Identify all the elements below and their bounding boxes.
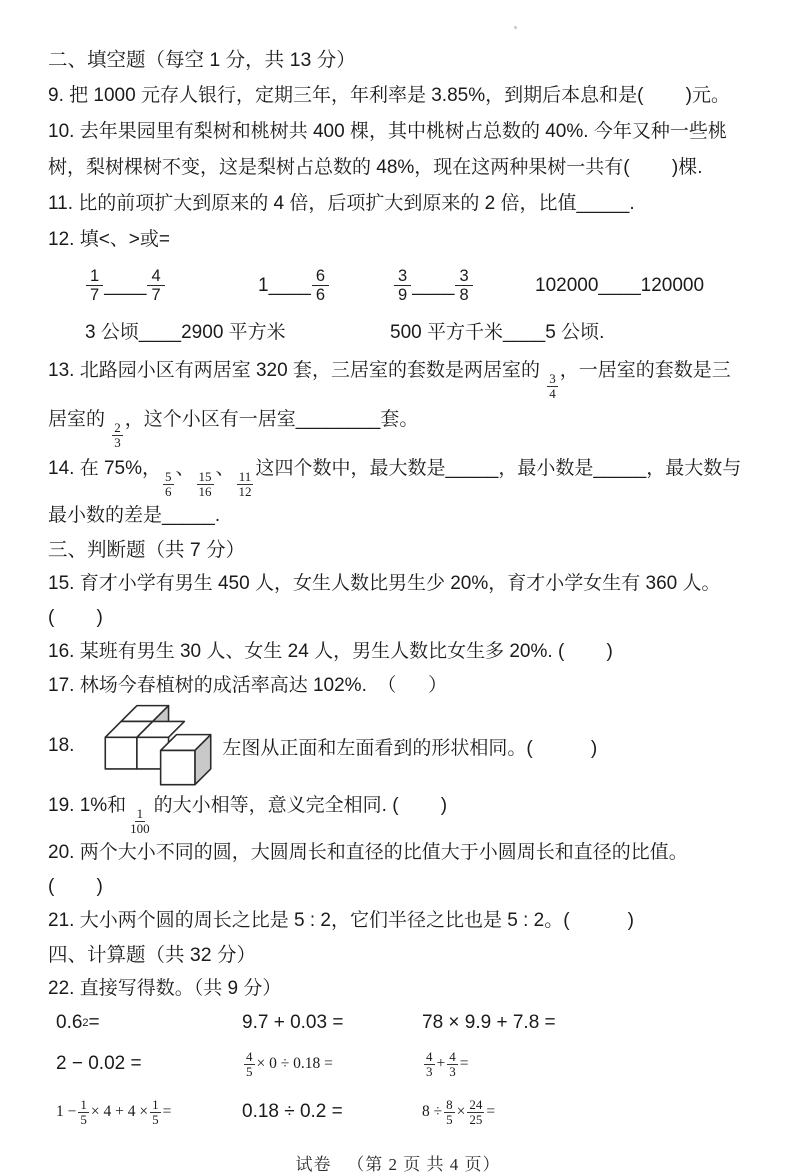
question-20-line1: 20. 两个大小不同的圆，大圆周长和直径的比值大于小圆周长和直径的比值。 [48,842,688,864]
fraction: 4 3 [426,1048,433,1079]
question-9: 9. 把 1000 元存人银行，定期三年，年利率是 3.85%，到期后本息和是( )元。 [48,85,730,106]
compare-item-4: 102000____120000 [535,275,705,296]
calc-item-2: 9.7 + 0.03 = [242,1012,344,1034]
blank: ____ [268,275,311,296]
fraction: $\frac{3}{9}$ [394,267,411,305]
calc-item-7: 1 − $\frac{1}{5}$ × 4 + 4 × $\frac{1}{5}$ = [56,1096,172,1127]
number: 1 [258,275,269,297]
fraction: $\frac{5}{6}$ [165,469,172,500]
fraction: $\frac{24}{25}$ [469,1096,483,1127]
question-22-grid [48,1006,748,1136]
compare-item-2 [258,267,330,305]
compare-item-1 [85,267,166,305]
calc-item-6: 4 3 + $\frac{4}{3}$ = [426,1048,469,1079]
question-19: 19. 1%和 $\frac{1}{100}$ 的大小相等，意义完全相同. ( ) [48,795,448,837]
question-12-compare-row [48,258,748,314]
question-13-line2: 居室的 $\frac{2}{3}$ ，这个小区有一居室________套。 [48,409,419,451]
calc-item-1: 0.6 2 = [56,1012,100,1034]
fraction: $\frac{15}{16}$ [198,469,212,500]
section-judge-title: 三、判断题（共 7 分） [48,539,246,562]
fraction: $\frac{6}{6}$ [312,267,329,305]
question-10-line1: 10. 去年果园里有梨树和桃树共 400 棵，其中桃树占总数的 40%. 今年又种一些桃 [48,121,727,142]
fraction: $\frac{4}{3}$ [449,1048,456,1079]
calc-item-3: 78 × 9.9 + 7.8 = [422,1012,556,1034]
fraction: $\frac{1}{5}$ [80,1096,87,1127]
question-12-head: 12. 填<、>或= [48,229,170,250]
question-18-number: 18. [48,735,75,757]
calc-item-5: $\frac{4}{5}$ × 0 ÷ 0.18 = [246,1048,333,1079]
exponent: 2 [82,1017,89,1030]
fraction: $\frac{8}{5}$ [446,1096,453,1127]
section-calc-title: 四、计算题（共 32 分） [48,944,257,967]
question-17: 17. 林场今春植树的成活率高达 102%. （ ） [48,675,448,697]
question-20-answer-parens: ( ) [48,876,103,898]
fraction: $\frac{3}{8}$ [455,267,472,305]
question-21: 21. 大小两个圆的周长之比是 5 : 2，它们半径之比也是 5 : 2。( ) [48,910,634,932]
question-18-text: 左图从正面和左面看到的形状相同。( ) [222,737,598,759]
compare-item-3 [393,267,474,305]
blank: ____ [104,275,147,296]
section-fill-title: 二、填空题（每空 1 分，共 13 分） [48,49,356,71]
question-14-line2: 最小数的差是_____. [48,505,221,527]
compare-item-6: 500 平方千米____5 公顷. [390,322,605,343]
fraction: $\frac{4}{5}$ [246,1048,253,1079]
fraction: $\frac{1}{100}$ [130,806,150,837]
calc-item-8: 0.18 ÷ 0.2 = [242,1101,343,1123]
question-10-line2: 树，梨树棵树不变，这是梨树占总数的 48%，现在这两种果树一共有( )棵. [48,157,703,178]
calc-item-9: 8 ÷ $\frac{8}{5}$ × $\frac{24}{25}$ = [422,1096,496,1127]
fraction: $\frac{3}{4}$ [549,371,556,402]
question-22-head: 22. 直接写得数。（共 9 分） [48,978,282,1000]
scan-artifact-dot [514,26,517,29]
fraction: $\frac{4}{7}$ [147,267,164,305]
blank: ____ [412,275,455,296]
fraction: $\frac{2}{3}$ [114,420,121,451]
cube-arrangement-figure [100,703,216,790]
fraction: $\frac{1}{5}$ [152,1096,159,1127]
calc-item-4: 2 − 0.02 = [56,1053,142,1075]
question-11: 11. 比的前项扩大到原来的 4 倍，后项扩大到原来的 2 倍，比值_____. [48,193,635,214]
question-16: 16. 某班有男生 30 人、女生 24 人，男生人数比女生多 20%. ( ) [48,641,613,663]
question-15-answer-parens: ( ) [48,607,103,629]
page-footer: 试卷 （第 2 页 共 4 页） [295,1155,501,1175]
fraction: $\frac{11}{12}$ [238,469,252,500]
fraction: $\frac{1}{7}$ [86,267,103,305]
question-18 [48,705,748,787]
question-12-units-row [48,314,748,352]
question-14-line1: 14. 在 75%， $\frac{5}{6}$ 、 $\frac{15}{16}$ 、 $\frac{11}{12}$ 这四个数中，最大数是_____，最小数是_____，最大数与 [48,458,742,500]
compare-item-5: 3 公顷____2900 平方米 [85,322,286,343]
question-13-line1: 13. 北路园小区有两居室 320 套，三居室的套数是两居室的 $\frac{3}{4}$ ，一居室的套数是三 [48,360,731,402]
question-15-line1: 15. 育才小学有男生 450 人，女生人数比男生少 20%，育才小学女生有 360 人。 [48,573,721,595]
